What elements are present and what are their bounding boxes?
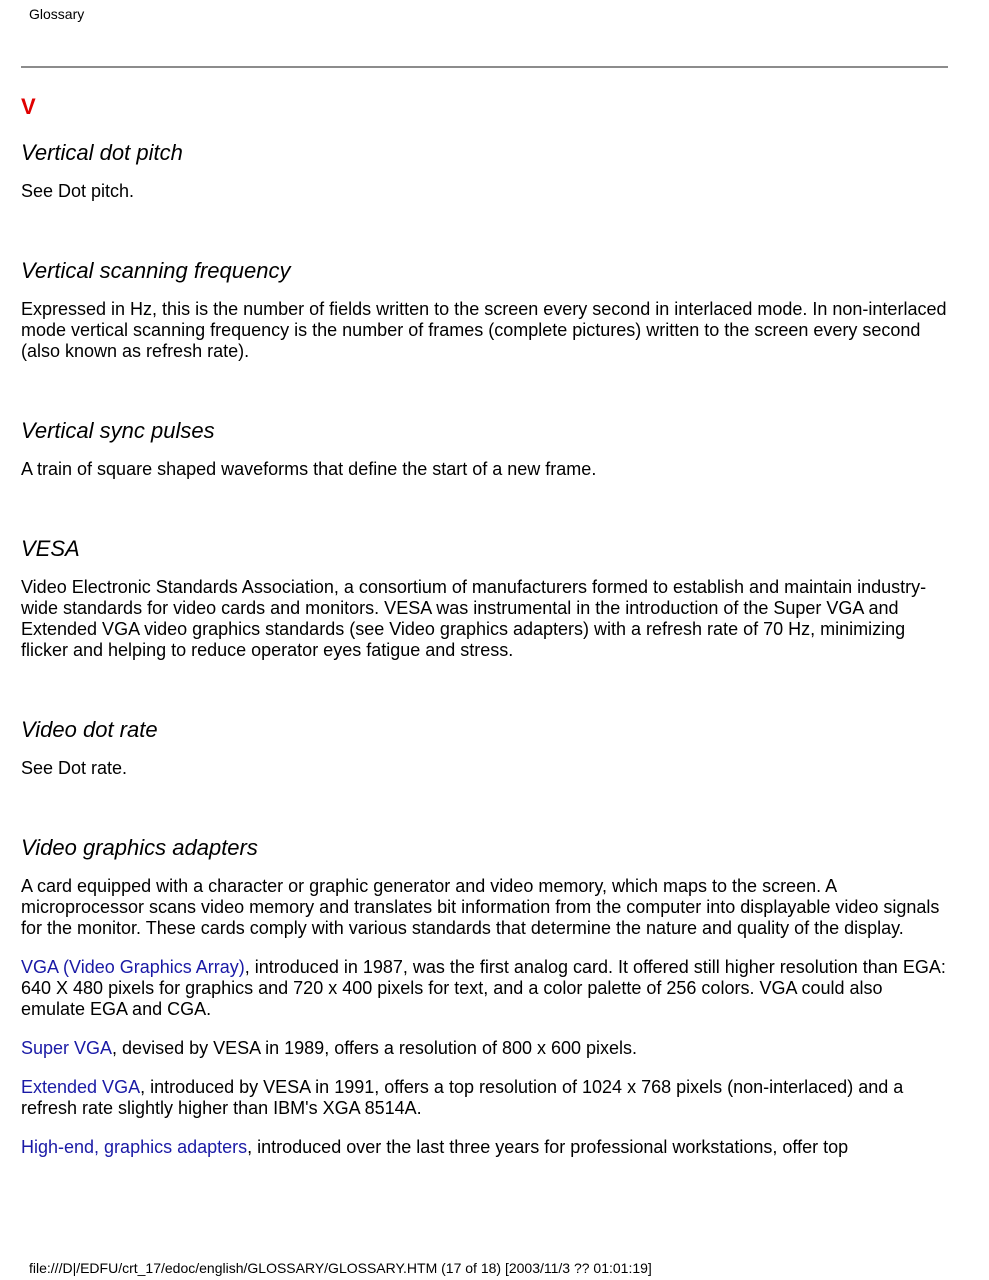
glossary-entry-video-dot-rate xyxy=(21,717,951,779)
term-title: Video dot rate xyxy=(21,717,158,742)
glossary-entry-vertical-dot-pitch xyxy=(21,140,951,202)
page-header-title: Glossary xyxy=(29,6,85,22)
term-title: Vertical scanning frequency xyxy=(21,258,291,283)
adapter-item-super-vga xyxy=(21,1038,951,1059)
definition-text: A card equipped with a character or graphic generator and video memory, which maps to the screen. A microprocessor scans video memory and translates bit information from the computer into displayable video signals for the monitor. These cards comply with various standards that determine the nature and quality of the display. xyxy=(21,876,940,938)
definition-text: Video Electronic Standards Association, a consortium of manufacturers formed to establish and maintain industry-wide standards for video cards and monitors. VESA was instrumental in the introduction of the Super VGA and Extended VGA video graphics standards (see Video graphics adapters) with a refresh rate of 70 Hz, minimizing flicker and helping to reduce operator eyes fatigue and stress. xyxy=(21,577,927,660)
term-definition xyxy=(21,876,951,1158)
glossary-entry-vesa xyxy=(21,536,951,661)
adapter-item-extended-vga xyxy=(21,1077,951,1119)
definition-text: See Dot rate. xyxy=(21,758,128,778)
term-definition xyxy=(21,459,951,480)
section-letter: V xyxy=(21,94,36,119)
adapter-item-text: , introduced in 1987, was the first analog card. It offered still higher resolution than EGA: 640 X 480 pixels for graphics and 720 x 400 pixels for text, and a color palette of 256 colors. VGA could also emulate EGA and CGA. xyxy=(21,957,946,1019)
adapter-item-high-end xyxy=(21,1137,951,1158)
high-end-adapters-link[interactable]: High-end, graphics adapters xyxy=(21,1137,248,1157)
header-divider xyxy=(21,66,948,68)
term-definition xyxy=(21,299,951,362)
page-footer-path: file:///D|/EDFU/crt_17/edoc/english/GLOSSARY/GLOSSARY.HTM (17 of 18) [2003/11/3 ?? 01:01:19] xyxy=(29,1260,652,1276)
glossary-entry-video-graphics-adapters xyxy=(21,835,951,1158)
term-definition xyxy=(21,758,951,779)
vga-link[interactable]: VGA (Video Graphics Array) xyxy=(21,957,245,977)
term-title: Vertical sync pulses xyxy=(21,418,215,443)
adapter-item-text: , introduced by VESA in 1991, offers a top resolution of 1024 x 768 pixels (non-interlaced) and a refresh rate slightly higher than IBM's XGA 8514A. xyxy=(21,1077,904,1118)
term-title: Video graphics adapters xyxy=(21,835,258,860)
glossary-entry-vertical-scanning-frequency xyxy=(21,258,951,362)
term-definition xyxy=(21,577,951,661)
extended-vga-link[interactable]: Extended VGA xyxy=(21,1077,141,1097)
glossary-entry-vertical-sync-pulses xyxy=(21,418,951,480)
adapter-item-vga xyxy=(21,957,951,1020)
definition-text: A train of square shaped waveforms that define the start of a new frame. xyxy=(21,459,597,479)
super-vga-link[interactable]: Super VGA xyxy=(21,1038,113,1058)
adapter-item-text: , introduced over the last three years for professional workstations, offer top xyxy=(247,1137,849,1157)
term-definition xyxy=(21,181,951,202)
definition-text: Expressed in Hz, this is the number of fields written to the screen every second in interlaced mode. In non-interlaced mode vertical scanning frequency is the number of frames (complete pictures) written to the screen every second (also known as refresh rate). xyxy=(21,299,947,361)
glossary-content xyxy=(21,94,951,1158)
term-title: VESA xyxy=(21,536,80,561)
term-title: Vertical dot pitch xyxy=(21,140,183,165)
definition-text: See Dot pitch. xyxy=(21,181,135,201)
adapter-item-text: , devised by VESA in 1989, offers a resolution of 800 x 600 pixels. xyxy=(112,1038,638,1058)
